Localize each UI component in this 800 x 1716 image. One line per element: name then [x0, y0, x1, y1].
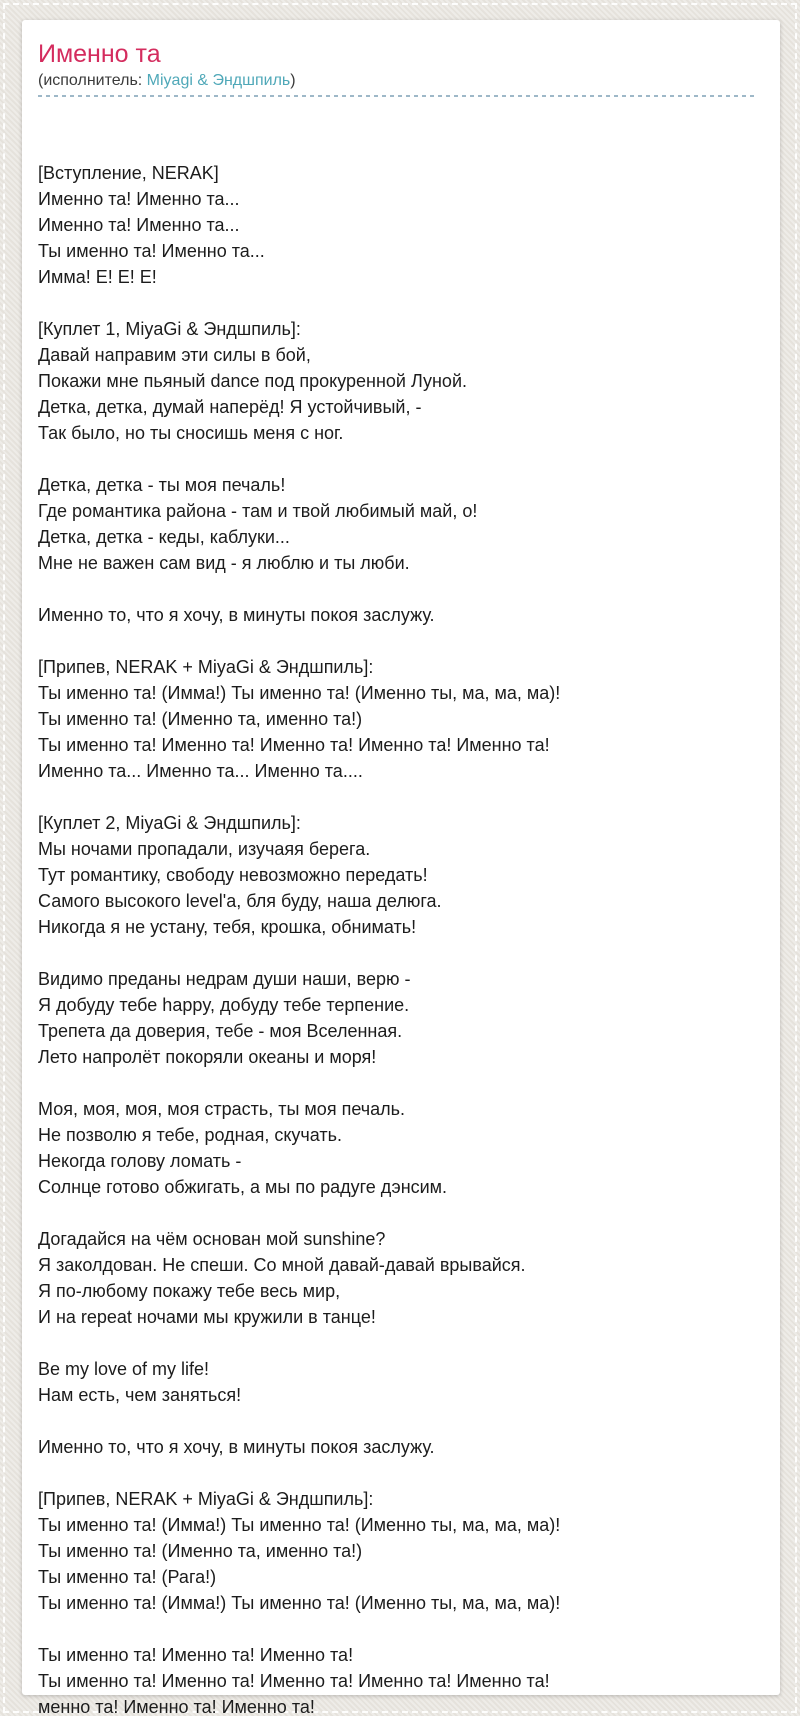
lyric-line [38, 1460, 757, 1486]
lyric-line: Так было, но ты сносишь меня с ног. [38, 423, 344, 443]
lyric-line: Ты именно та! Именно та! Именно та! [38, 1645, 354, 1665]
lyric-line: Детка, детка - кеды, каблуки... [38, 527, 290, 547]
page-title: Именно та [38, 40, 161, 68]
lyric-line: Ты именно та! (Именно та, именно та!) [38, 709, 363, 729]
lyric-line: менно та! Именно та! Именно та! [38, 1697, 315, 1716]
artist-line [38, 70, 757, 92]
lyric-line: Мы ночами пропадали, изучаяя берега. [38, 839, 371, 859]
lyric-line: Видимо преданы недрам души наши, верю - [38, 969, 411, 989]
lyric-line: Моя, моя, моя, моя страсть, ты моя печаль. [38, 1099, 405, 1119]
lyric-line: Я заколдован. Не спеши. Со мной давай-давай врывайся. [38, 1255, 526, 1275]
lyric-line [38, 1200, 757, 1226]
lyric-line: Ты именно та! (Имма!) Ты именно та! (Именно ты, ма, ма, ма)! [38, 1593, 561, 1613]
lyric-line: Никогда я не устану, тебя, крошка, обнимать! [38, 917, 417, 937]
content-card [22, 20, 780, 1716]
lyric-line [38, 940, 757, 966]
lyric-line [38, 576, 757, 602]
lyric-line: Нам есть, чем заняться! [38, 1385, 242, 1405]
lyric-line: Детка, детка, думай наперёд! Я устойчивый, - [38, 397, 422, 417]
lyric-line: Не позволю я тебе, родная, скучать. [38, 1125, 343, 1145]
lyric-line: Я добуду тебе happy, добуду тебе терпение. [38, 995, 410, 1015]
lyric-line: Давай направим эти силы в бой, [38, 345, 311, 365]
lyric-line: Ты именно та! (Имма!) Ты именно та! (Именно ты, ма, ма, ма)! [38, 683, 561, 703]
lyric-line: Догадайся на чём основан мой sunshine? [38, 1229, 386, 1249]
lyric-line: Некогда голову ломать - [38, 1151, 242, 1171]
lyric-line: Покажи мне пьяный dance под прокуренной Луной. [38, 371, 468, 391]
lyric-line: Именно та! Именно та... [38, 215, 240, 235]
lyric-line [38, 1616, 757, 1642]
lyric-line: Ты именно та! (Рага!) [38, 1567, 217, 1587]
header-separator [38, 95, 757, 97]
lyric-line: Я по-любому покажу тебе весь мир, [38, 1281, 341, 1301]
lyric-line: Тут романтику, свободу невозможно передать! [38, 865, 428, 885]
lyric-line: Самого высокого level'а, бля буду, наша делюга. [38, 891, 442, 911]
lyric-line: Ты именно та! (Имма!) Ты именно та! (Именно ты, ма, ма, ма)! [38, 1515, 561, 1535]
lyric-line: Солнце готово обжигать, а мы по радуге дэнсим. [38, 1177, 448, 1197]
lyric-line: Лето напролёт покоряли океаны и моря! [38, 1047, 377, 1067]
lyric-line [38, 446, 757, 472]
lyric-line: Ты именно та! Именно та! Именно та! Именно та! Именно та! [38, 1671, 550, 1691]
lyric-line [38, 1330, 757, 1356]
lyric-line: Детка, детка - ты моя печаль! [38, 475, 286, 495]
lyric-line [38, 628, 757, 654]
lyric-line [38, 784, 757, 810]
lyric-line: Где романтика района - там и твой любимый май, о! [38, 501, 478, 521]
lyric-line [38, 1408, 757, 1434]
lyric-line: [Припев, NERAK + MiyaGi & Эндшпиль]: [38, 657, 374, 677]
lyric-line: И на repeat ночами мы кружили в танце! [38, 1307, 376, 1327]
lyric-line: Be my love of my life! [38, 1359, 210, 1379]
lyric-line: Имма! Е! Е! Е! [38, 267, 157, 287]
lyric-line: [Вступление, NERAK] [38, 163, 219, 183]
lyric-line: Ты именно та! Именно та... [38, 241, 265, 261]
artist-suffix: ) [290, 72, 296, 89]
lyric-line: [Припев, NERAK + MiyaGi & Эндшпиль]: [38, 1489, 374, 1509]
lyrics-block [38, 108, 757, 1716]
lyric-line: Именно то, что я хочу, в минуты покоя заслужу. [38, 1437, 435, 1457]
artist-link[interactable]: Miyagi & Эндшпиль [146, 72, 291, 89]
lyric-line: Ты именно та! (Именно та, именно та!) [38, 1541, 363, 1561]
artist-prefix: (исполнитель: [38, 72, 147, 89]
lyric-line: Трепета да доверия, тебе - моя Вселенная. [38, 1021, 403, 1041]
lyric-line: Именно та! Именно та... [38, 189, 240, 209]
lyric-line: [Куплет 1, MiyaGi & Эндшпиль]: [38, 319, 301, 339]
lyric-line: Именно та... Именно та... Именно та.... [38, 761, 363, 781]
lyric-line [38, 1070, 757, 1096]
lyric-line: Мне не важен сам вид - я люблю и ты люби. [38, 553, 410, 573]
lyric-line: Именно то, что я хочу, в минуты покоя заслужу. [38, 605, 435, 625]
lyric-line: [Куплет 2, MiyaGi & Эндшпиль]: [38, 813, 301, 833]
lyric-line [38, 290, 757, 316]
lyric-line: Ты именно та! Именно та! Именно та! Именно та! Именно та! [38, 735, 550, 755]
